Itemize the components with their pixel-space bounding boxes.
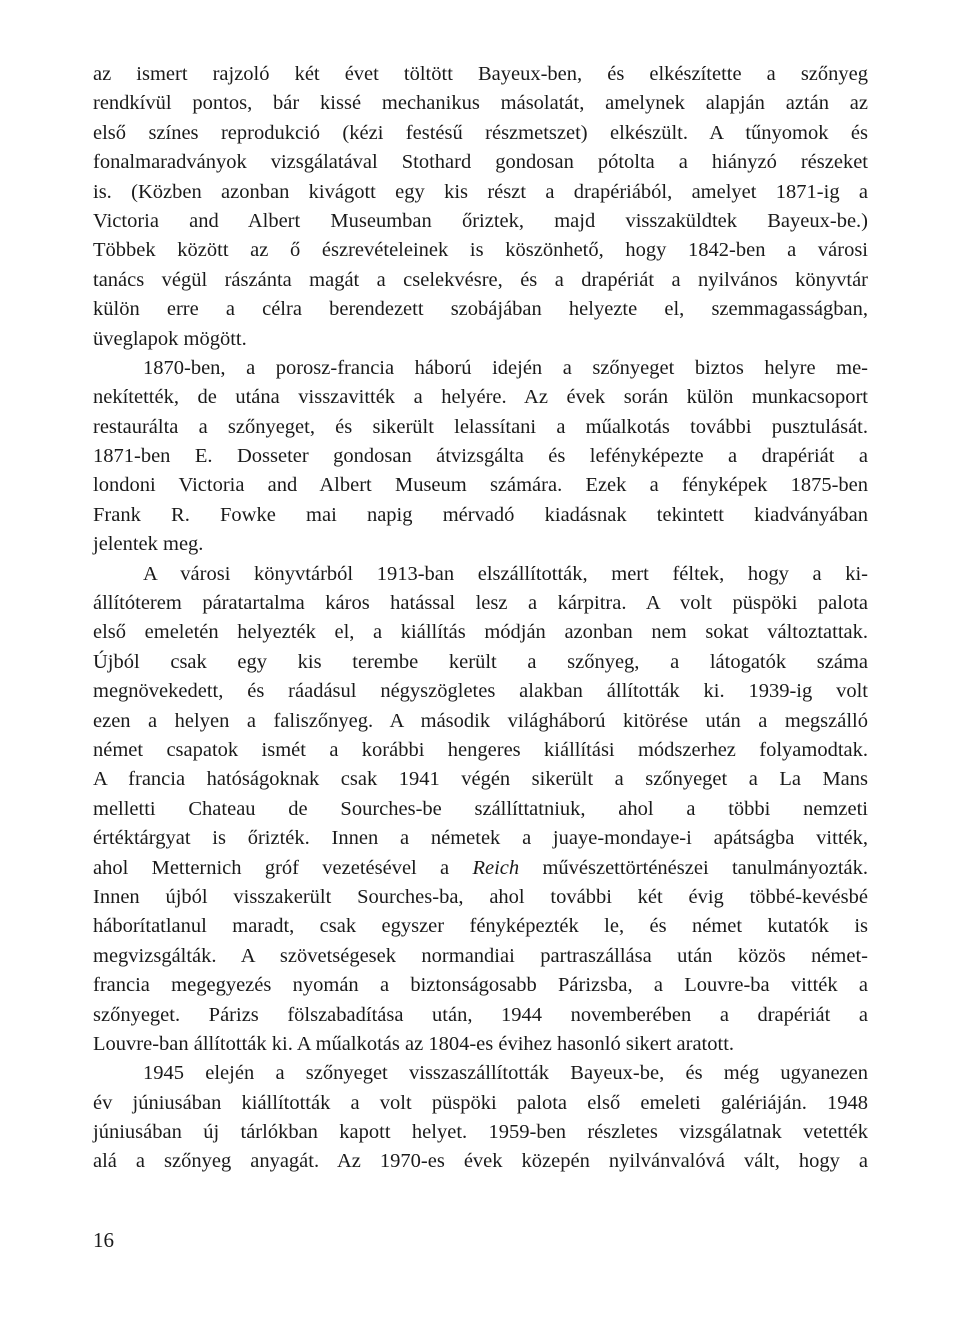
text-line: rendkívül pontos, bár kissé mechanikus másolatát, amelynek alapján aztán az [93,92,868,115]
text-line: francia megegyezés nyomán a biztonságosabb Párizsba, a Louvre-ba vitték a [93,974,868,997]
italic-term: Reich [472,856,520,879]
text-line: év júniusában kiállították a volt püspöki palota első emeleti galériáján. 1948 [93,1091,868,1114]
text-line: az ismert rajzoló két évet töltött Bayeux-ben, és elkészítette a szőnyeg [93,63,868,85]
text-line: Victoria and Albert Museumban őriztek, majd visszaküldtek Bayeux-be.) [93,209,868,232]
text-line: első színes reprodukció (kézi festésű részmetszet) elkészült. A tűnyomok és [93,121,868,144]
text-line: háborítatlanul maradt, csak egyszer fényképezték le, és német kutatók is [93,915,868,938]
text-line: megvizsgálták. A szövetségesek normandiai partraszállása után közös német- [93,944,868,967]
paragraph-1 [93,60,868,354]
text-line: szőnyeget. Párizs fölszabadítása után, 1944 novemberében a drapériát a [93,1003,868,1026]
text-line: értéktárgyat is őrizték. Innen a németek a juaye-mondaye-i apátságba vitték, [93,827,868,850]
text-line: alá a szőnyeg anyagát. Az 1970-es évek közepén nyilvánvalóvá vált, hogy a [93,1150,868,1173]
text-line: A francia hatóságoknak csak 1941 végén sikerült a szőnyeget a La Mans [93,768,868,791]
text-line: üveglapok mögött. [93,327,247,350]
text-line: első emeletén helyezték el, a kiállítás módján azonban nem sokat változtattak. [93,621,868,644]
text-line: A városi könyvtárból 1913-ban elszállították, mert féltek, hogy a ki- [143,562,868,585]
text-line: megnövekedett, és ráadásul négyszögletes alakban állították ki. 1939-ig volt [93,680,868,703]
text-line: külön erre a célra berendezett szobájában helyezte el, szemmagasságban, [93,298,868,321]
text-line-reich [93,854,868,883]
text-line: londoni Victoria and Albert Museum számára. Ezek a fényképek 1875-ben [93,474,868,497]
text-line: Louvre-ban állították ki. A műalkotás az 1804-es évihez hasonló sikert aratott. [93,1032,735,1055]
text-line: 1945 elején a szőnyeget visszaszállították Bayeux-be, és még ugyanezen [143,1062,868,1085]
text-line: Innen újból visszakerült Sourches-ba, ahol további két évig többé-kevésbé [93,885,868,908]
paragraph-2 [93,354,868,560]
paragraph-4 [93,1059,868,1177]
body-text [93,60,868,1177]
text-line: Többek között az ő észrevételeinek is köszönhető, hogy 1842-ben a városi [93,239,868,262]
text-line: Frank R. Fowke mai napig mérvadó kiadásnak tekintett kiadványában [93,503,868,526]
text-line: ezen a helyen a faliszőnyeg. A második világháború kitörése után a megszálló [93,709,868,732]
text-line: fonalmaradványok vizsgálatával Stothard gondosan pótolta a hiányzó részeket [93,151,868,174]
text-line: 1871-ben E. Dosseter gondosan átvizsgálta és lefényképezte a drapériát a [93,445,868,468]
text-line: restaurálta a szőnyeget, és sikerült lelassítani a műalkotás további pusztulását. [93,415,868,438]
text-line: Újból csak egy kis terembe került a szőnyeg, a látogatók száma [93,650,868,673]
text-line: is. (Közben azonban kivágott egy kis részt a drapériából, amelyet 1871-ig a [93,180,868,203]
text-line: 1870-ben, a porosz-francia háború idején a szőnyeget biztos helyre me- [143,356,868,379]
text-span: művészettörténészei tanulmányozták. [519,856,868,879]
text-line: júniusában új tárlókban kapott helyet. 1959-ben részletes vizsgálatnak vetették [93,1121,868,1144]
paragraph-3 [93,560,868,1060]
text-line: tanács végül rászánta magát a cselekvésre, és a drapériát a nyilvános könyvtár [93,268,868,291]
page-number: 16 [93,1228,114,1252]
text-line: jelentek meg. [93,533,204,556]
text-line: állítóterem páratartalma káros hatással lesz a kárpitra. A volt püspöki palota [93,592,868,615]
text-line: német csapatok ismét a korábbi hengeres kiállítási módszerhez folyamodtak. [93,738,868,761]
text-line: nekítették, de utána visszavitték a helyére. Az évek során külön munkacsoport [93,386,868,409]
text-span: ahol Metternich gróf vezetésével a [93,856,473,879]
text-line: melletti Chateau de Sourches-be szállíttatniuk, ahol a többi nemzeti [93,797,868,820]
